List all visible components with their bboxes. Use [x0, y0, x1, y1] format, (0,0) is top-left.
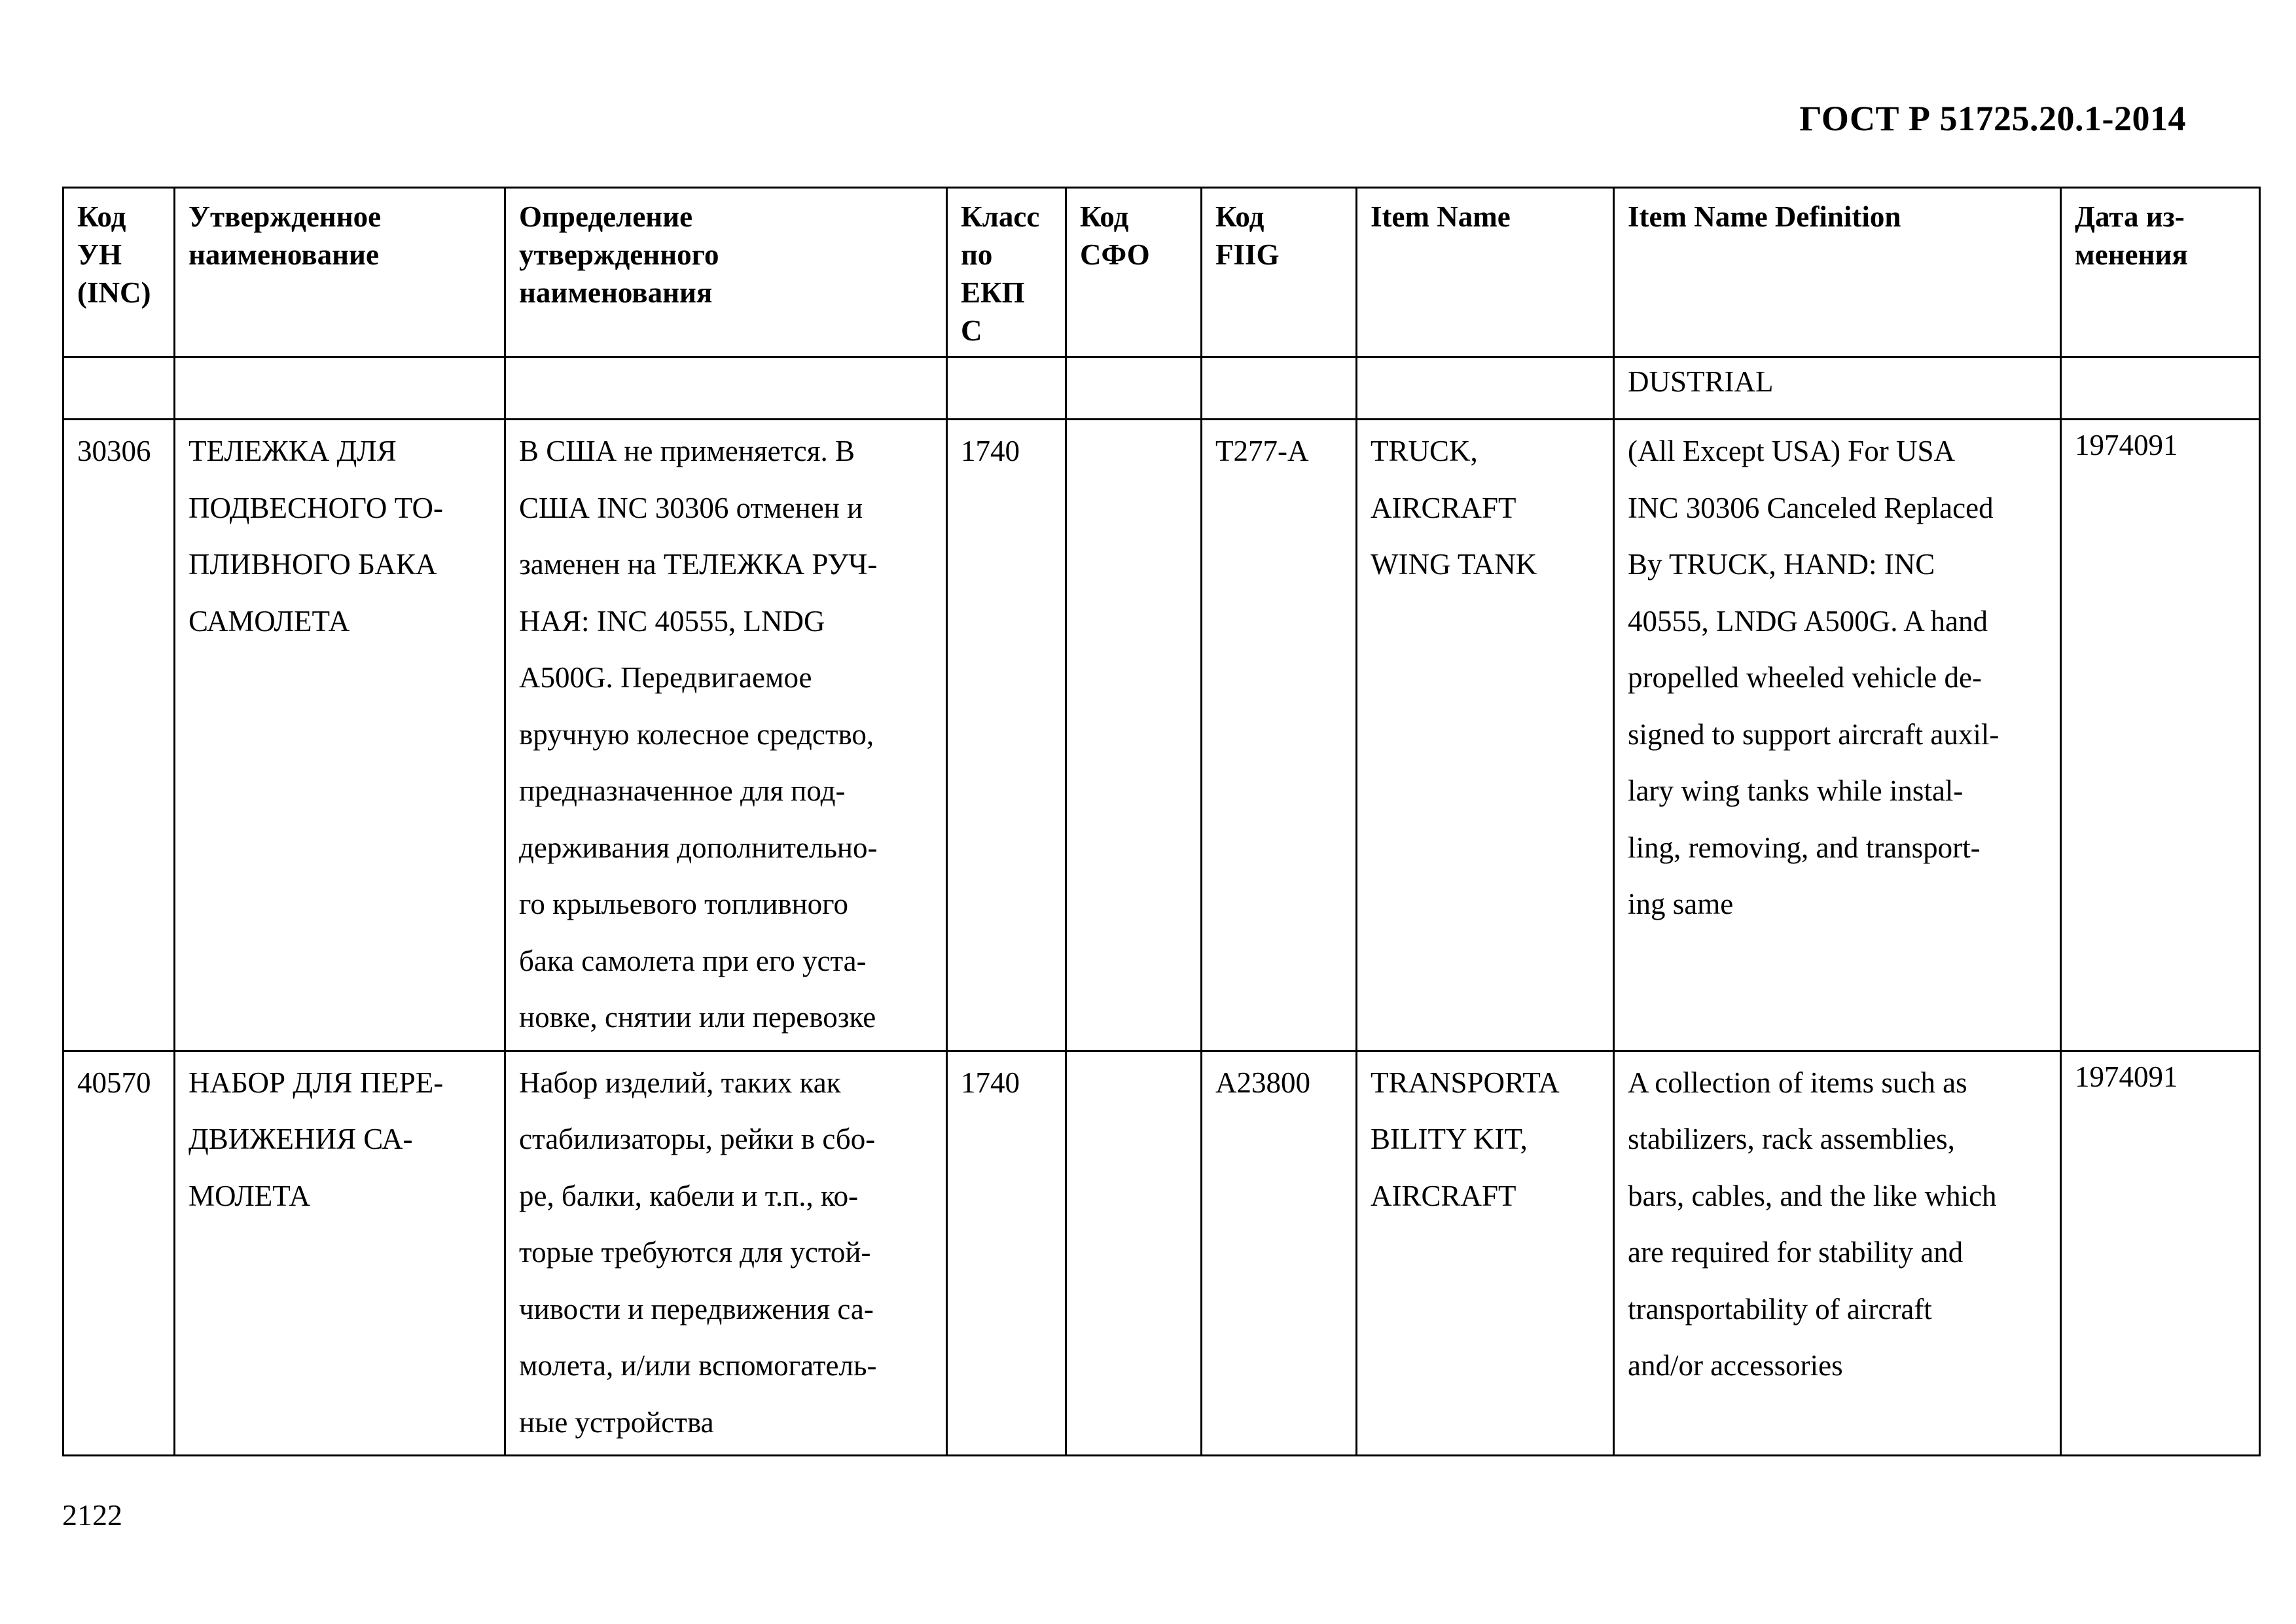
cell-text-line: A collection of items such as	[1628, 1066, 1967, 1099]
class-ekps-cell: 1740	[947, 1051, 1066, 1456]
cell-text-line: бака самолета при его уста-	[519, 944, 867, 977]
cell-text-line: FIIG	[1215, 238, 1280, 271]
cell-text-line: transportability of aircraft	[1628, 1292, 1932, 1326]
cell-text-line: держивания дополнительно-	[519, 831, 878, 864]
cell-text-line: ПОДВЕСНОГО ТО-	[188, 491, 443, 524]
table-header-row	[63, 188, 2260, 357]
cell-text-line: BILITY KIT,	[1371, 1123, 1528, 1155]
cell-text-line: WING TANK	[1371, 548, 1537, 581]
table-cell	[2061, 357, 2260, 420]
page-number: 2122	[62, 1498, 122, 1532]
item-name-definition-cell	[1614, 420, 2061, 1051]
cell-text-line: AIRCRAFT	[1371, 491, 1516, 524]
cell-text-line: НАЯ: INC 40555, LNDG	[519, 604, 825, 638]
cell-text-line: торые требуются для устой-	[519, 1236, 871, 1269]
cell-text-line: заменен на ТЕЛЕЖКА РУЧ-	[519, 548, 878, 581]
cell-text-line: С	[961, 314, 982, 347]
table-cell	[505, 357, 947, 420]
cell-text-line: ДВИЖЕНИЯ СА-	[188, 1123, 413, 1155]
table-cell	[1202, 357, 1357, 420]
header-inc	[63, 188, 175, 357]
fiig-code-cell: A23800	[1202, 1051, 1357, 1456]
cell-text-line: Набор изделий, таких как	[519, 1066, 841, 1099]
cell-text-line: are required for stability and	[1628, 1236, 1964, 1269]
cell-text-line: bars, cables, and the like which	[1628, 1179, 1997, 1212]
cell-text-line: (All Except USA) For USA	[1628, 435, 1955, 467]
header-fiig-code	[1202, 188, 1357, 357]
cell-text-line: Дата из-	[2075, 200, 2185, 233]
cell-text-line: США INC 30306 отменен и	[519, 491, 863, 524]
header-change-date	[2061, 188, 2260, 357]
approved-name-cell	[175, 420, 505, 1051]
cell-text-line: 40555, LNDG A500G. A hand	[1628, 604, 1988, 638]
cell-text-line: (INC)	[77, 276, 151, 309]
sfo-code-cell	[1066, 420, 1202, 1051]
inc-cell: 30306	[63, 420, 175, 1051]
table-cell	[947, 357, 1066, 420]
change-date-cell: 1974091	[2061, 1051, 2260, 1456]
cell-text-line: AIRCRAFT	[1371, 1179, 1516, 1212]
cell-text-line: lary wing tanks while instal-	[1628, 774, 1964, 807]
standard-code-header: ГОСТ Р 51725.20.1-2014	[1799, 99, 2186, 138]
cell-text-line: вручную колесное средство,	[519, 717, 874, 751]
continuation-item-name-definition: DUSTRIAL	[1614, 357, 2061, 420]
cell-text-line: стабилизаторы, рейки в сбо-	[519, 1123, 876, 1155]
cell-text-line: Утвержденное	[188, 200, 382, 233]
cell-text-line: Класс	[961, 200, 1040, 233]
continuation-row	[63, 357, 2260, 420]
cell-text-line: Код	[77, 200, 126, 233]
cell-text-line: МОЛЕТА	[188, 1179, 311, 1212]
cell-text-line: Item Name Definition	[1628, 200, 1901, 233]
cell-text-line: ре, балки, кабели и т.п., ко-	[519, 1179, 859, 1212]
cell-text-line: ные устройства	[519, 1405, 714, 1439]
item-name-cell	[1357, 1051, 1614, 1456]
cell-text-line: новке, снятии или перевозке	[519, 1001, 876, 1034]
table-cell	[63, 357, 175, 420]
cell-text-line: propelled wheeled vehicle de-	[1628, 661, 1982, 694]
header-sfo-code	[1066, 188, 1202, 357]
table-cell	[1357, 357, 1614, 420]
definition-cell	[505, 420, 947, 1051]
cell-text-line: чивости и передвижения са-	[519, 1292, 874, 1326]
cell-text-line: stabilizers, rack assemblies,	[1628, 1123, 1955, 1155]
sfo-code-cell	[1066, 1051, 1202, 1456]
cell-text-line: предназначенное для под-	[519, 774, 846, 807]
cell-text-line: ing same	[1628, 888, 1734, 920]
cell-text-line: менения	[2075, 238, 2188, 271]
cell-text-line: Код	[1215, 200, 1265, 233]
cell-text-line: УН	[77, 238, 122, 271]
header-item-name	[1357, 188, 1614, 357]
header-class-ekps	[947, 188, 1066, 357]
cell-text-line: Определение	[519, 200, 693, 233]
cell-text-line: СФО	[1080, 238, 1150, 271]
header-approved-name	[175, 188, 505, 357]
cell-text-line: наименование	[188, 238, 379, 271]
approved-name-cell	[175, 1051, 505, 1456]
table-row	[63, 420, 2260, 1051]
cell-text-line: В США не применяется. В	[519, 435, 855, 467]
cell-text-line: INC 30306 Canceled Replaced	[1628, 491, 1994, 524]
cell-text-line: By TRUCK, HAND: INC	[1628, 548, 1935, 581]
cell-text-line: НАБОР ДЛЯ ПЕРЕ-	[188, 1066, 444, 1099]
header-definition	[505, 188, 947, 357]
definition-cell	[505, 1051, 947, 1456]
cell-text-line: TRUCK,	[1371, 435, 1478, 467]
cell-text-line: го крыльевого топливного	[519, 888, 849, 920]
cell-text-line: A500G. Передвигаемое	[519, 661, 812, 694]
cell-text-line: TRANSPORTA	[1371, 1066, 1560, 1099]
fiig-code-cell: T277-A	[1202, 420, 1357, 1051]
cell-text-line: signed to support aircraft auxil-	[1628, 717, 2000, 751]
cell-text-line: по	[961, 238, 993, 271]
cell-text-line: ЕКП	[961, 276, 1025, 309]
inc-cell: 40570	[63, 1051, 175, 1456]
cell-text-line: САМОЛЕТА	[188, 604, 350, 638]
cell-text-line: and/or accessories	[1628, 1349, 1843, 1382]
cell-text-line: ТЕЛЕЖКА ДЛЯ	[188, 435, 397, 467]
item-name-cell	[1357, 420, 1614, 1051]
cell-text-line: Item Name	[1371, 200, 1511, 233]
cell-text-line: утвержденного	[519, 238, 719, 271]
items-table	[62, 187, 2261, 1456]
change-date-cell: 1974091	[2061, 420, 2260, 1051]
cell-text-line: Код	[1080, 200, 1129, 233]
header-item-name-definition	[1614, 188, 2061, 357]
table-cell	[175, 357, 505, 420]
item-name-definition-cell	[1614, 1051, 2061, 1456]
cell-text-line: наименования	[519, 276, 713, 309]
cell-text-line: ling, removing, and transport-	[1628, 831, 1981, 864]
cell-text-line: ПЛИВНОГО БАКА	[188, 548, 437, 581]
table-row	[63, 1051, 2260, 1456]
table-cell	[1066, 357, 1202, 420]
class-ekps-cell: 1740	[947, 420, 1066, 1051]
cell-text-line: молета, и/или вспомогатель-	[519, 1349, 877, 1382]
